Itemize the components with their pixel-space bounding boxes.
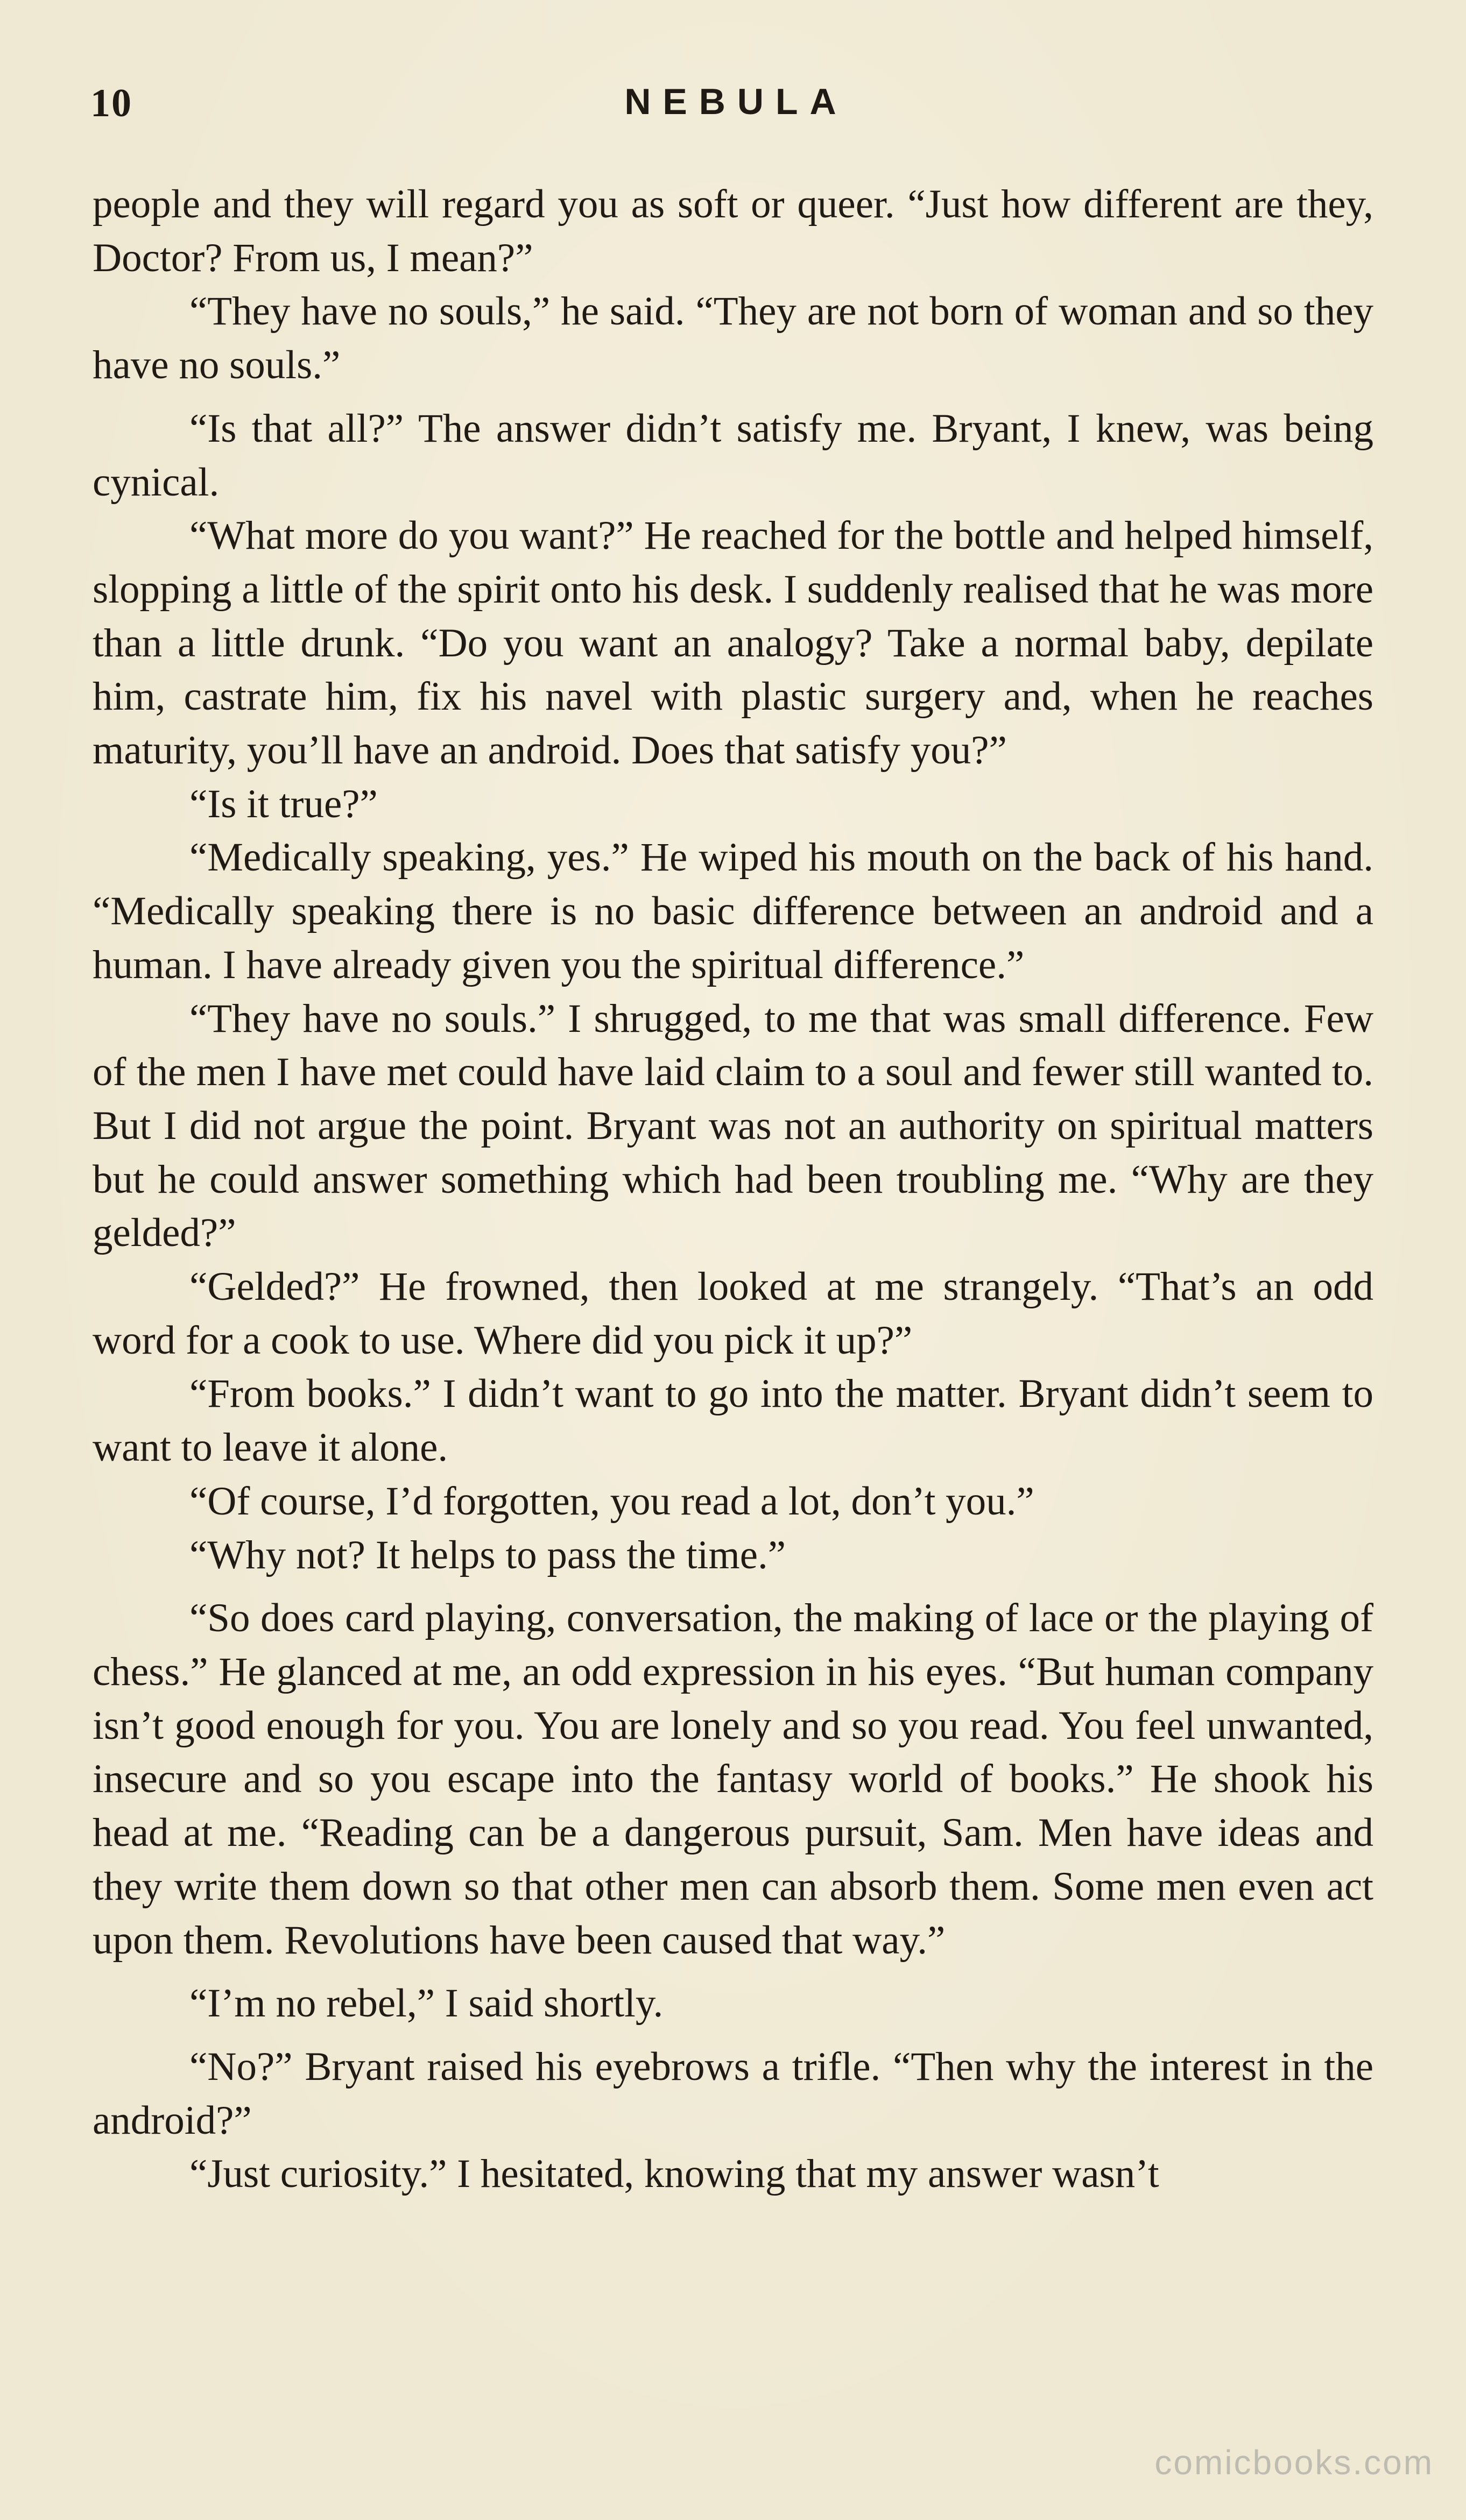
paragraph: “Just curiosity.” I hesitated, knowing that my answer wasn’t — [189, 2151, 1159, 2197]
paragraph: “Gelded?” He frowned, then looked at me strangely. “That’s an odd word for a cook to use. Where did you pick it up?” — [93, 1264, 1373, 1363]
paragraph: “Of course, I’d forgotten, you read a lot, don’t you.” — [189, 1478, 1034, 1524]
paragraph: “Is it true?” — [189, 781, 378, 826]
paragraph: “No?” Bryant raised his eyebrows a trifle. “Then why the interest in the android?” — [93, 2044, 1373, 2143]
page-number: 10 — [90, 81, 132, 125]
page-header — [90, 81, 1377, 135]
paragraph: “What more do you want?” He reached for the bottle and helped himself, slopping a little of the spirit onto his desk. I suddenly realised that he was more than a little drunk. “Do you want an analogy? Take a normal baby, depilate him, castrate him, fix his navel with plastic surgery and, when he reaches maturity, you’ll have an android. Does that satisfy you?” — [93, 513, 1373, 773]
watermark: comicbooks.com — [1154, 2443, 1434, 2482]
paragraph: “Medically speaking, yes.” He wiped his mouth on the back of his hand. “Medically speaking there is no basic difference between an android and a human. I have already given you the spiritual difference.” — [93, 835, 1373, 987]
paragraph: “Is that all?” The answer didn’t satisfy me. Bryant, I knew, was being cynical. — [93, 406, 1373, 505]
paragraph: “So does card playing, conversation, the making of lace or the playing of chess.” He glanced at me, an odd expression in his eyes. “But human company isn’t good enough for you. You are lonely and so you read. You feel unwanted, insecure and so you escape into the fantasy world of books.” He shook his head at me. “Reading can be a dangerous pursuit, Sam. Men have ideas and they write them down so that other men can absorb them. Some men even act upon them. Revolutions have been caused that way.” — [93, 1596, 1373, 1963]
body-text — [93, 178, 1373, 2201]
paragraph: “I’m no rebel,” I said shortly. — [189, 1981, 664, 2026]
paragraph: “Why not? It helps to pass the time.” — [189, 1532, 786, 1577]
running-head: NEBULA — [624, 81, 848, 122]
paragraph: people and they will regard you as soft or queer. “Just how different are they, Doctor? From us, I mean?” — [93, 182, 1373, 280]
paragraph: “They have no souls,” he said. “They are not born of woman and so they have no souls.” — [93, 289, 1373, 388]
paragraph: “From books.” I didn’t want to go into the matter. Bryant didn’t seem to want to leave it alone. — [93, 1371, 1373, 1470]
paragraph: “They have no souls.” I shrugged, to me that was small difference. Few of the men I have met could have laid claim to a soul and fewer still wanted to. But I did not argue the point. Bryant was not an authority on spiritual matters but he could answer something which had been troubling me. “Why are they gelded?” — [93, 996, 1373, 1256]
